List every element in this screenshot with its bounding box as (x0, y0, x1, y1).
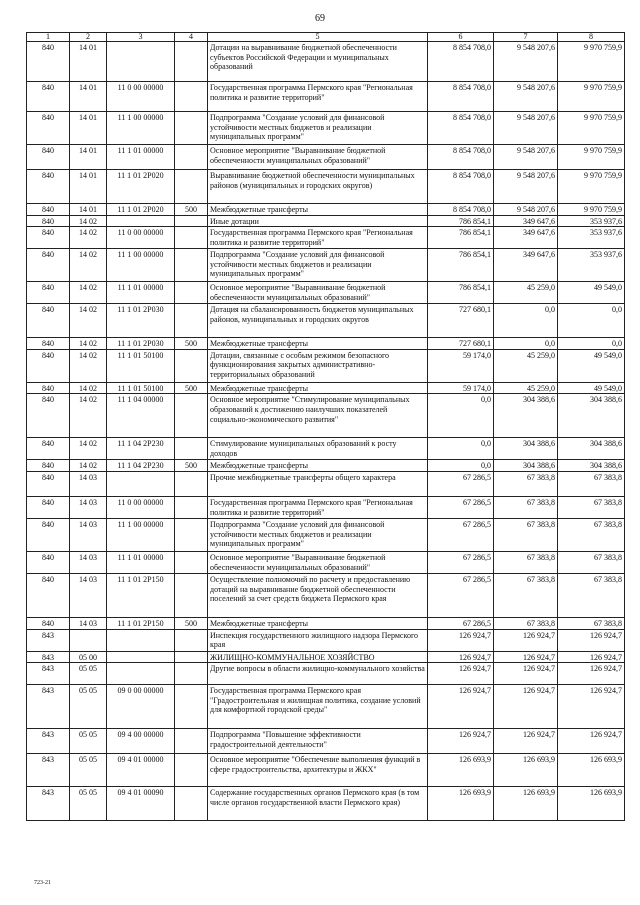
cell-description: Основное мероприятие "Выравнивание бюджетной обеспеченности муниципальных образований" (208, 145, 428, 170)
column-header: 1 (27, 33, 70, 42)
cell-expense-type (175, 438, 208, 460)
cell-admin-code: 843 (27, 663, 70, 685)
cell-expense-type (175, 394, 208, 438)
cell-admin-code: 843 (27, 651, 70, 663)
cell-target-code (107, 42, 175, 82)
budget-table (26, 32, 625, 821)
cell-target-code: 11 1 01 50100 (107, 349, 175, 382)
cell-amount-year1: 0,0 (428, 394, 494, 438)
cell-amount-year2: 0,0 (494, 338, 558, 350)
cell-amount-year2: 304 388,6 (494, 460, 558, 472)
cell-expense-type (175, 651, 208, 663)
cell-amount-year1: 126 924,7 (428, 685, 494, 729)
cell-expense-type: 500 (175, 204, 208, 216)
cell-amount-year3: 126 924,7 (558, 729, 625, 754)
cell-description: Подпрограмма "Повышение эффективности градостроительной деятельности" (208, 729, 428, 754)
cell-amount-year1: 8 854 708,0 (428, 82, 494, 112)
cell-admin-code: 843 (27, 629, 70, 651)
cell-amount-year3: 67 383,8 (558, 551, 625, 573)
cell-section-code: 14 02 (70, 249, 107, 282)
table-row (27, 145, 625, 170)
cell-description: Государственная программа Пермского края "Градостроительная и жилищная политика, создание условий для комфортной городской среды" (208, 685, 428, 729)
cell-expense-type (175, 112, 208, 145)
cell-amount-year2: 9 548 207,6 (494, 170, 558, 204)
cell-admin-code: 840 (27, 496, 70, 518)
cell-amount-year2: 0,0 (494, 304, 558, 338)
cell-amount-year2: 9 548 207,6 (494, 204, 558, 216)
page-number: 69 (315, 13, 325, 24)
table-row (27, 112, 625, 145)
cell-target-code (107, 629, 175, 651)
cell-target-code (107, 471, 175, 496)
cell-amount-year1: 67 286,5 (428, 551, 494, 573)
cell-admin-code: 843 (27, 729, 70, 754)
cell-amount-year2: 67 383,8 (494, 471, 558, 496)
cell-amount-year2: 126 693,9 (494, 754, 558, 787)
column-header: 7 (494, 33, 558, 42)
cell-admin-code: 840 (27, 471, 70, 496)
table-row (27, 282, 625, 304)
cell-amount-year1: 126 693,9 (428, 787, 494, 821)
cell-amount-year3: 9 970 759,9 (558, 112, 625, 145)
cell-amount-year1: 126 924,7 (428, 651, 494, 663)
cell-amount-year3: 126 924,7 (558, 651, 625, 663)
cell-target-code: 11 1 01 00000 (107, 282, 175, 304)
cell-description: Подпрограмма "Создание условий для финансовой устойчивости местных бюджетов и реализации муниципальных программ" (208, 518, 428, 551)
table-row (27, 249, 625, 282)
cell-admin-code: 840 (27, 460, 70, 472)
cell-amount-year3: 353 937,6 (558, 215, 625, 227)
cell-section-code: 14 02 (70, 460, 107, 472)
cell-amount-year2: 126 924,7 (494, 629, 558, 651)
cell-amount-year2: 67 383,8 (494, 617, 558, 629)
cell-section-code: 05 05 (70, 787, 107, 821)
cell-expense-type (175, 304, 208, 338)
cell-amount-year1: 126 924,7 (428, 629, 494, 651)
cell-admin-code: 840 (27, 82, 70, 112)
cell-expense-type (175, 227, 208, 249)
cell-amount-year3: 49 549,0 (558, 382, 625, 394)
cell-amount-year2: 9 548 207,6 (494, 145, 558, 170)
cell-admin-code: 840 (27, 304, 70, 338)
table-row (27, 460, 625, 472)
cell-target-code: 09 4 00 00000 (107, 729, 175, 754)
cell-amount-year3: 9 970 759,9 (558, 145, 625, 170)
cell-amount-year1: 59 174,0 (428, 349, 494, 382)
cell-section-code: 14 02 (70, 227, 107, 249)
cell-amount-year1: 126 924,7 (428, 729, 494, 754)
cell-admin-code: 840 (27, 382, 70, 394)
cell-section-code: 14 03 (70, 471, 107, 496)
cell-expense-type (175, 282, 208, 304)
cell-amount-year1: 67 286,5 (428, 573, 494, 617)
cell-description: Иные дотации (208, 215, 428, 227)
cell-description: Инспекция государственного жилищного надзора Пермского края (208, 629, 428, 651)
cell-amount-year1: 0,0 (428, 438, 494, 460)
cell-expense-type (175, 496, 208, 518)
cell-description: Подпрограмма "Создание условий для финансовой устойчивости местных бюджетов и реализации муниципальных программ" (208, 249, 428, 282)
cell-admin-code: 840 (27, 617, 70, 629)
cell-amount-year3: 353 937,6 (558, 227, 625, 249)
table-row (27, 394, 625, 438)
cell-amount-year2: 9 548 207,6 (494, 82, 558, 112)
table-row (27, 518, 625, 551)
cell-admin-code: 840 (27, 170, 70, 204)
cell-target-code: 11 1 00 00000 (107, 249, 175, 282)
cell-description: Межбюджетные трансферты (208, 617, 428, 629)
cell-target-code: 11 1 01 00000 (107, 145, 175, 170)
cell-expense-type (175, 663, 208, 685)
cell-amount-year3: 9 970 759,9 (558, 42, 625, 82)
cell-expense-type: 500 (175, 338, 208, 350)
cell-description: Дотации, связанные с особым режимом безопасного функционирования закрытых административно-территориальных образований (208, 349, 428, 382)
cell-expense-type (175, 145, 208, 170)
cell-amount-year2: 45 259,0 (494, 382, 558, 394)
table-row (27, 685, 625, 729)
cell-amount-year1: 67 286,5 (428, 496, 494, 518)
cell-expense-type: 500 (175, 617, 208, 629)
cell-section-code: 14 02 (70, 215, 107, 227)
cell-target-code: 11 0 00 00000 (107, 496, 175, 518)
cell-amount-year1: 8 854 708,0 (428, 42, 494, 82)
cell-amount-year2: 304 388,6 (494, 394, 558, 438)
cell-amount-year1: 786 854,1 (428, 282, 494, 304)
cell-expense-type (175, 787, 208, 821)
cell-target-code: 11 1 01 2Р150 (107, 573, 175, 617)
cell-amount-year1: 126 924,7 (428, 663, 494, 685)
cell-section-code: 14 02 (70, 338, 107, 350)
cell-expense-type (175, 573, 208, 617)
cell-amount-year2: 67 383,8 (494, 551, 558, 573)
cell-amount-year3: 126 924,7 (558, 685, 625, 729)
cell-admin-code: 840 (27, 227, 70, 249)
table-row (27, 338, 625, 350)
cell-amount-year3: 67 383,8 (558, 617, 625, 629)
table-row (27, 82, 625, 112)
cell-section-code: 14 01 (70, 82, 107, 112)
cell-amount-year3: 9 970 759,9 (558, 170, 625, 204)
column-header: 5 (208, 33, 428, 42)
cell-amount-year2: 67 383,8 (494, 496, 558, 518)
cell-amount-year3: 9 970 759,9 (558, 82, 625, 112)
cell-section-code: 05 05 (70, 663, 107, 685)
table-row (27, 629, 625, 651)
cell-section-code: 14 03 (70, 518, 107, 551)
cell-amount-year2: 45 259,0 (494, 349, 558, 382)
cell-target-code (107, 651, 175, 663)
cell-section-code: 14 02 (70, 382, 107, 394)
cell-expense-type (175, 629, 208, 651)
cell-admin-code: 840 (27, 573, 70, 617)
cell-amount-year1: 786 854,1 (428, 249, 494, 282)
cell-amount-year2: 9 548 207,6 (494, 42, 558, 82)
cell-description: Межбюджетные трансферты (208, 338, 428, 350)
cell-target-code (107, 663, 175, 685)
table-row (27, 551, 625, 573)
cell-expense-type (175, 685, 208, 729)
table-row (27, 663, 625, 685)
cell-target-code: 11 1 04 2Р230 (107, 460, 175, 472)
cell-target-code: 11 1 01 2Р030 (107, 304, 175, 338)
cell-description: Государственная программа Пермского края "Региональная политика и развитие территорий" (208, 496, 428, 518)
cell-amount-year3: 304 388,6 (558, 438, 625, 460)
cell-amount-year1: 727 680,1 (428, 304, 494, 338)
cell-target-code (107, 215, 175, 227)
cell-admin-code: 840 (27, 204, 70, 216)
cell-amount-year2: 349 647,6 (494, 215, 558, 227)
cell-admin-code: 840 (27, 282, 70, 304)
cell-description: Межбюджетные трансферты (208, 204, 428, 216)
cell-target-code: 11 1 04 2Р230 (107, 438, 175, 460)
cell-section-code: 14 01 (70, 42, 107, 82)
cell-amount-year1: 8 854 708,0 (428, 170, 494, 204)
cell-admin-code: 840 (27, 145, 70, 170)
cell-description: Осуществление полномочий по расчету и предоставлению дотаций на выравнивание бюджетной обеспеченности поселений за счет средств бюджета Пермского края (208, 573, 428, 617)
cell-expense-type (175, 551, 208, 573)
cell-expense-type (175, 82, 208, 112)
cell-section-code: 14 03 (70, 617, 107, 629)
cell-amount-year3: 353 937,6 (558, 249, 625, 282)
table-row (27, 787, 625, 821)
cell-amount-year3: 126 924,7 (558, 629, 625, 651)
cell-amount-year1: 8 854 708,0 (428, 112, 494, 145)
cell-amount-year3: 0,0 (558, 304, 625, 338)
cell-section-code (70, 629, 107, 651)
cell-expense-type (175, 471, 208, 496)
cell-target-code: 11 1 01 2Р030 (107, 338, 175, 350)
cell-description: Прочие межбюджетные трансферты общего характера (208, 471, 428, 496)
cell-amount-year1: 727 680,1 (428, 338, 494, 350)
cell-target-code: 11 1 01 2Р020 (107, 170, 175, 204)
cell-admin-code: 843 (27, 685, 70, 729)
cell-section-code: 14 03 (70, 496, 107, 518)
cell-admin-code: 840 (27, 42, 70, 82)
cell-admin-code: 840 (27, 394, 70, 438)
cell-description: Основное мероприятие "Обеспечение выполнения функций в сфере градостроительства, архитектуры и ЖКХ" (208, 754, 428, 787)
column-header: 3 (107, 33, 175, 42)
cell-amount-year3: 126 924,7 (558, 663, 625, 685)
cell-section-code: 14 01 (70, 145, 107, 170)
cell-amount-year3: 67 383,8 (558, 471, 625, 496)
cell-description: ЖИЛИЩНО-КОММУНАЛЬНОЕ ХОЗЯЙСТВО (208, 651, 428, 663)
table-row (27, 304, 625, 338)
cell-admin-code: 840 (27, 349, 70, 382)
cell-expense-type (175, 42, 208, 82)
cell-amount-year2: 45 259,0 (494, 282, 558, 304)
cell-section-code: 05 05 (70, 685, 107, 729)
cell-amount-year1: 8 854 708,0 (428, 204, 494, 216)
cell-amount-year3: 67 383,8 (558, 496, 625, 518)
table-row (27, 471, 625, 496)
cell-section-code: 14 01 (70, 204, 107, 216)
cell-amount-year3: 49 549,0 (558, 349, 625, 382)
cell-amount-year3: 49 549,0 (558, 282, 625, 304)
cell-amount-year3: 126 693,9 (558, 754, 625, 787)
cell-expense-type (175, 170, 208, 204)
cell-target-code: 09 0 00 00000 (107, 685, 175, 729)
cell-target-code: 11 1 04 00000 (107, 394, 175, 438)
table-row (27, 227, 625, 249)
cell-target-code: 11 1 01 50100 (107, 382, 175, 394)
cell-description: Межбюджетные трансферты (208, 460, 428, 472)
cell-section-code: 14 02 (70, 438, 107, 460)
cell-amount-year2: 9 548 207,6 (494, 112, 558, 145)
cell-amount-year1: 59 174,0 (428, 382, 494, 394)
cell-amount-year3: 67 383,8 (558, 518, 625, 551)
cell-amount-year2: 126 924,7 (494, 663, 558, 685)
cell-admin-code: 840 (27, 112, 70, 145)
cell-amount-year2: 126 924,7 (494, 651, 558, 663)
cell-amount-year3: 9 970 759,9 (558, 204, 625, 216)
cell-target-code: 11 1 01 00000 (107, 551, 175, 573)
table-row (27, 382, 625, 394)
table-row (27, 170, 625, 204)
cell-target-code: 11 1 00 00000 (107, 518, 175, 551)
cell-description: Основное мероприятие "Выравнивание бюджетной обеспеченности муниципальных образований" (208, 551, 428, 573)
cell-admin-code: 843 (27, 754, 70, 787)
cell-admin-code: 843 (27, 787, 70, 821)
cell-expense-type (175, 754, 208, 787)
cell-description: Основное мероприятие "Стимулирование муниципальных образований к достижению наилучших показателей социально-экономического развития" (208, 394, 428, 438)
cell-description: Выравнивание бюджетной обеспеченности муниципальных районов (муниципальных и городских округов) (208, 170, 428, 204)
table-row (27, 729, 625, 754)
cell-amount-year1: 126 693,9 (428, 754, 494, 787)
cell-section-code: 14 02 (70, 282, 107, 304)
cell-description: Дотации на выравнивание бюджетной обеспеченности субъектов Российской Федерации и муниципальных образований (208, 42, 428, 82)
cell-target-code: 09 4 01 00090 (107, 787, 175, 821)
cell-amount-year1: 786 854,1 (428, 227, 494, 249)
cell-amount-year3: 304 388,6 (558, 460, 625, 472)
cell-expense-type (175, 518, 208, 551)
cell-amount-year2: 349 647,6 (494, 227, 558, 249)
cell-description: Дотация на сбалансированность бюджетов муниципальных районов, муниципальных и городских округов (208, 304, 428, 338)
cell-target-code: 11 1 00 00000 (107, 112, 175, 145)
table-row (27, 42, 625, 82)
cell-amount-year2: 67 383,8 (494, 573, 558, 617)
column-header: 2 (70, 33, 107, 42)
cell-admin-code: 840 (27, 438, 70, 460)
cell-amount-year3: 0,0 (558, 338, 625, 350)
cell-section-code: 14 03 (70, 573, 107, 617)
cell-description: Содержание государственных органов Пермского края (в том числе органов государственной власти Пермского края) (208, 787, 428, 821)
cell-amount-year1: 786 854,1 (428, 215, 494, 227)
cell-section-code: 14 02 (70, 349, 107, 382)
table-row (27, 204, 625, 216)
table-row (27, 617, 625, 629)
table-row (27, 754, 625, 787)
cell-admin-code: 840 (27, 338, 70, 350)
table-row (27, 215, 625, 227)
cell-description: Межбюджетные трансферты (208, 382, 428, 394)
cell-section-code: 14 03 (70, 551, 107, 573)
cell-section-code: 05 05 (70, 754, 107, 787)
cell-admin-code: 840 (27, 215, 70, 227)
cell-target-code: 09 4 01 00000 (107, 754, 175, 787)
cell-target-code: 11 0 00 00000 (107, 227, 175, 249)
cell-description: Основное мероприятие "Выравнивание бюджетной обеспеченности муниципальных образований" (208, 282, 428, 304)
cell-description: Государственная программа Пермского края "Региональная политика и развитие территорий" (208, 82, 428, 112)
column-header: 4 (175, 33, 208, 42)
table-row (27, 438, 625, 460)
cell-section-code: 14 02 (70, 394, 107, 438)
cell-target-code: 11 1 01 2Р150 (107, 617, 175, 629)
cell-amount-year2: 126 693,9 (494, 787, 558, 821)
cell-expense-type (175, 249, 208, 282)
cell-amount-year1: 67 286,5 (428, 471, 494, 496)
cell-amount-year1: 8 854 708,0 (428, 145, 494, 170)
table-header-row (27, 33, 625, 42)
cell-section-code: 14 02 (70, 304, 107, 338)
cell-amount-year2: 126 924,7 (494, 685, 558, 729)
table-row (27, 496, 625, 518)
cell-section-code: 14 01 (70, 170, 107, 204)
table-row (27, 573, 625, 617)
cell-expense-type (175, 349, 208, 382)
cell-admin-code: 840 (27, 551, 70, 573)
cell-admin-code: 840 (27, 249, 70, 282)
column-header: 8 (558, 33, 625, 42)
cell-description: Государственная программа Пермского края "Региональная политика и развитие территорий" (208, 227, 428, 249)
cell-expense-type (175, 215, 208, 227)
table-row (27, 349, 625, 382)
cell-amount-year2: 67 383,8 (494, 518, 558, 551)
cell-section-code: 14 01 (70, 112, 107, 145)
cell-description: Другие вопросы в области жилищно-коммунального хозяйства (208, 663, 428, 685)
cell-target-code: 11 0 00 00000 (107, 82, 175, 112)
footer-code: 723-21 (34, 880, 51, 886)
cell-expense-type (175, 729, 208, 754)
cell-amount-year1: 0,0 (428, 460, 494, 472)
cell-amount-year3: 126 693,9 (558, 787, 625, 821)
cell-expense-type: 500 (175, 460, 208, 472)
column-header: 6 (428, 33, 494, 42)
cell-section-code: 05 00 (70, 651, 107, 663)
table-row (27, 651, 625, 663)
cell-admin-code: 840 (27, 518, 70, 551)
cell-expense-type: 500 (175, 382, 208, 394)
table-body (27, 42, 625, 821)
cell-amount-year2: 349 647,6 (494, 249, 558, 282)
cell-amount-year1: 67 286,5 (428, 518, 494, 551)
cell-amount-year3: 304 388,6 (558, 394, 625, 438)
cell-target-code: 11 1 01 2Р020 (107, 204, 175, 216)
cell-amount-year2: 126 924,7 (494, 729, 558, 754)
cell-amount-year2: 304 388,6 (494, 438, 558, 460)
cell-description: Стимулирование муниципальных образований к росту доходов (208, 438, 428, 460)
cell-amount-year1: 67 286,5 (428, 617, 494, 629)
cell-description: Подпрограмма "Создание условий для финансовой устойчивости местных бюджетов и реализации муниципальных программ" (208, 112, 428, 145)
cell-section-code: 05 05 (70, 729, 107, 754)
cell-amount-year3: 67 383,8 (558, 573, 625, 617)
